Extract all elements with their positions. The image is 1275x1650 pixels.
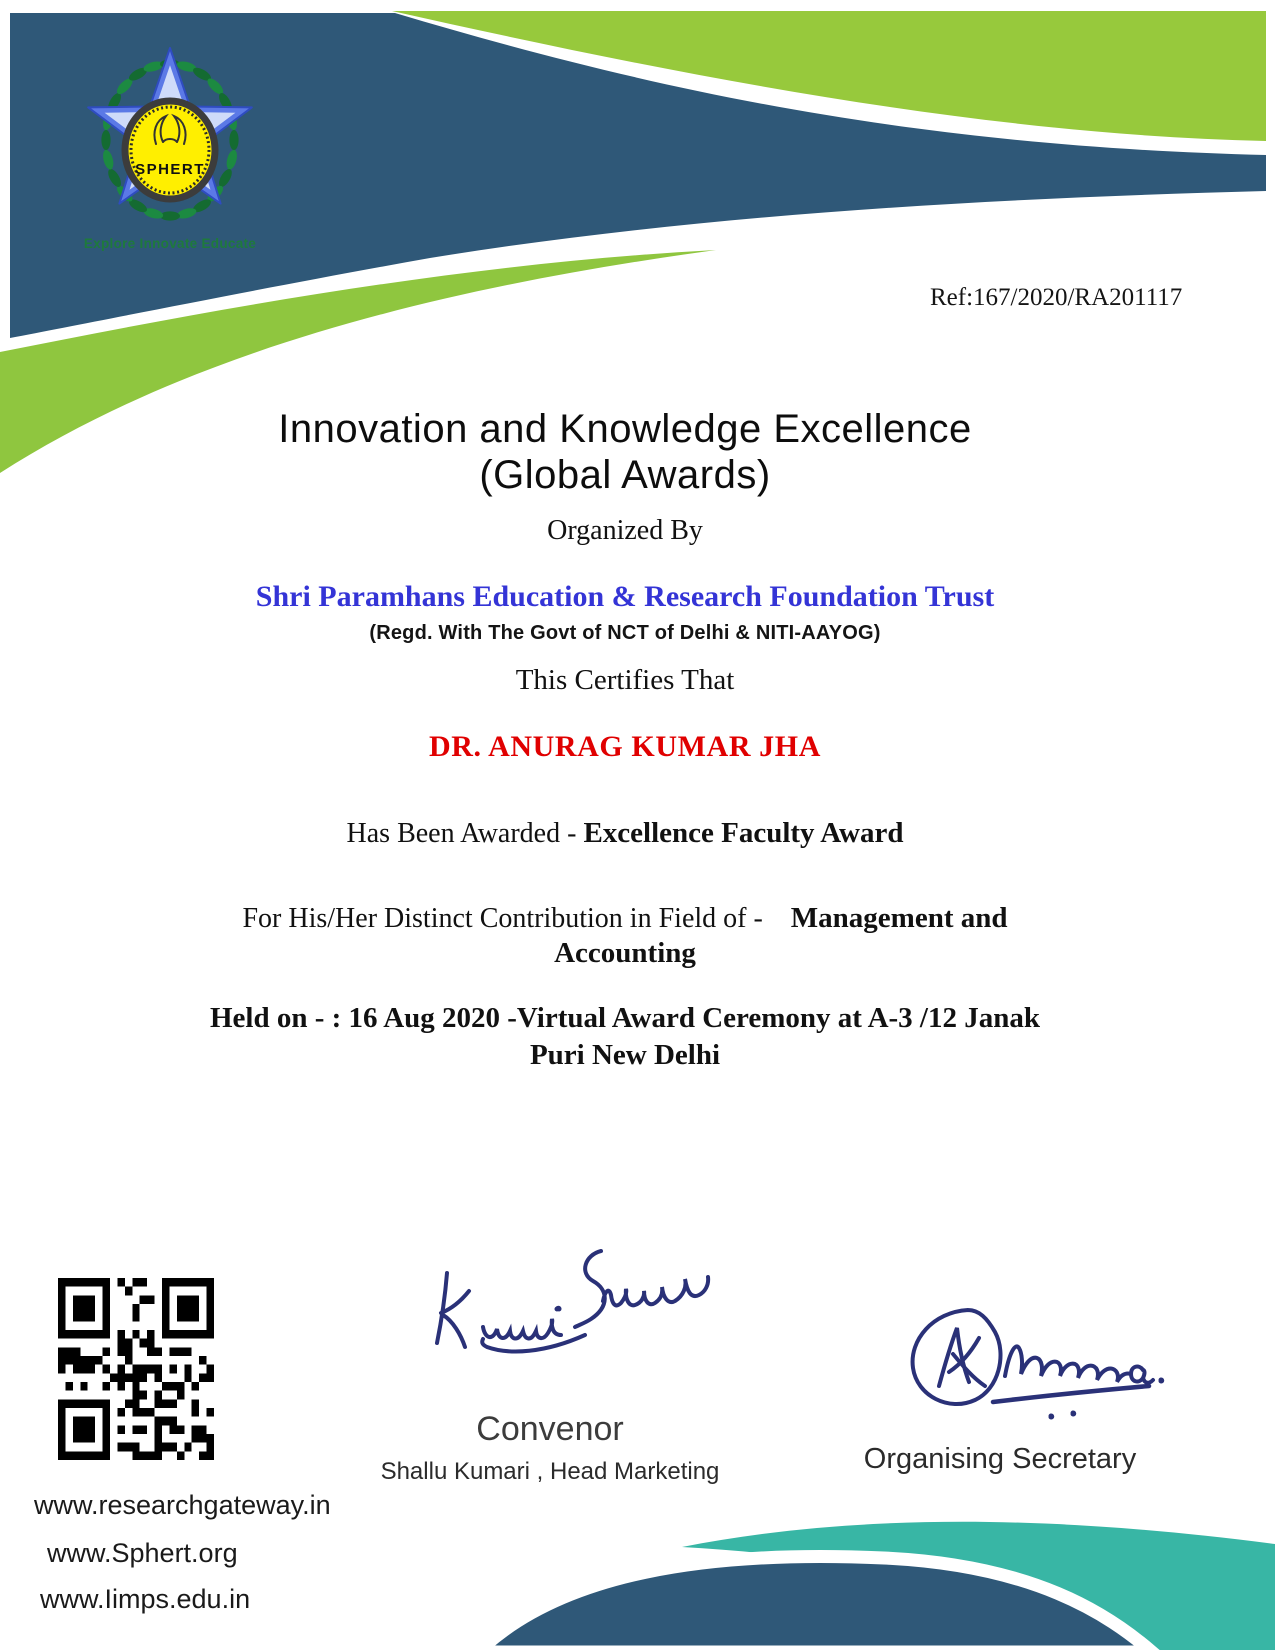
trust-name: Shri Paramhans Education & Research Foundation Trust bbox=[255, 580, 995, 613]
organized-by-label: Organized By bbox=[547, 515, 703, 546]
field-name-line1: Management and bbox=[790, 902, 1008, 934]
badge-label: SPHERT bbox=[135, 161, 205, 178]
reference-number: Ref:167/2020/RA201117 bbox=[930, 284, 1183, 311]
link-iimps: www.Iimps.edu.in bbox=[40, 1584, 251, 1614]
registration-line: (Regd. With The Govt of NCT of Delhi & NITI-AAYOG) bbox=[369, 622, 881, 644]
award-name: Excellence Faculty Award bbox=[583, 817, 904, 849]
contribution-line bbox=[0, 902, 1250, 935]
secretary-signature bbox=[893, 1296, 1193, 1426]
contribution-prefix: For His/Her Distinct Contribution in Field of - bbox=[242, 903, 791, 934]
held-on-line2: Puri New Delhi bbox=[529, 1039, 721, 1071]
convenor-title: Convenor bbox=[476, 1410, 624, 1448]
qr-code bbox=[58, 1278, 214, 1460]
awarded-line bbox=[0, 817, 1250, 850]
field-name-line2: Accounting bbox=[554, 937, 696, 969]
secretary-title: Organising Secretary bbox=[863, 1443, 1137, 1475]
badge-circle bbox=[125, 101, 215, 199]
convenor-signature bbox=[425, 1243, 725, 1378]
held-on-line1: Held on - : 16 Aug 2020 -Virtual Award Ceremony at A-3 /12 Janak bbox=[210, 1002, 1040, 1034]
convenor-name: Shallu Kumari , Head Marketing bbox=[380, 1458, 720, 1485]
certifies-label: This Certifies That bbox=[515, 664, 735, 696]
link-sphert: www.Sphert.org bbox=[47, 1538, 238, 1568]
awarded-prefix: Has Been Awarded - bbox=[346, 818, 584, 849]
logo-tagline: Explore Innovate Educate bbox=[83, 236, 257, 251]
award-title-line1: Innovation and Knowledge Excellence bbox=[278, 407, 972, 451]
sphert-logo bbox=[58, 28, 282, 260]
award-title-line2: (Global Awards) bbox=[479, 453, 771, 497]
link-researchgateway: www.researchgateway.in bbox=[34, 1490, 331, 1520]
recipient-name: DR. ANURAG KUMAR JHA bbox=[429, 730, 821, 763]
footer-decoration bbox=[0, 1498, 1275, 1650]
